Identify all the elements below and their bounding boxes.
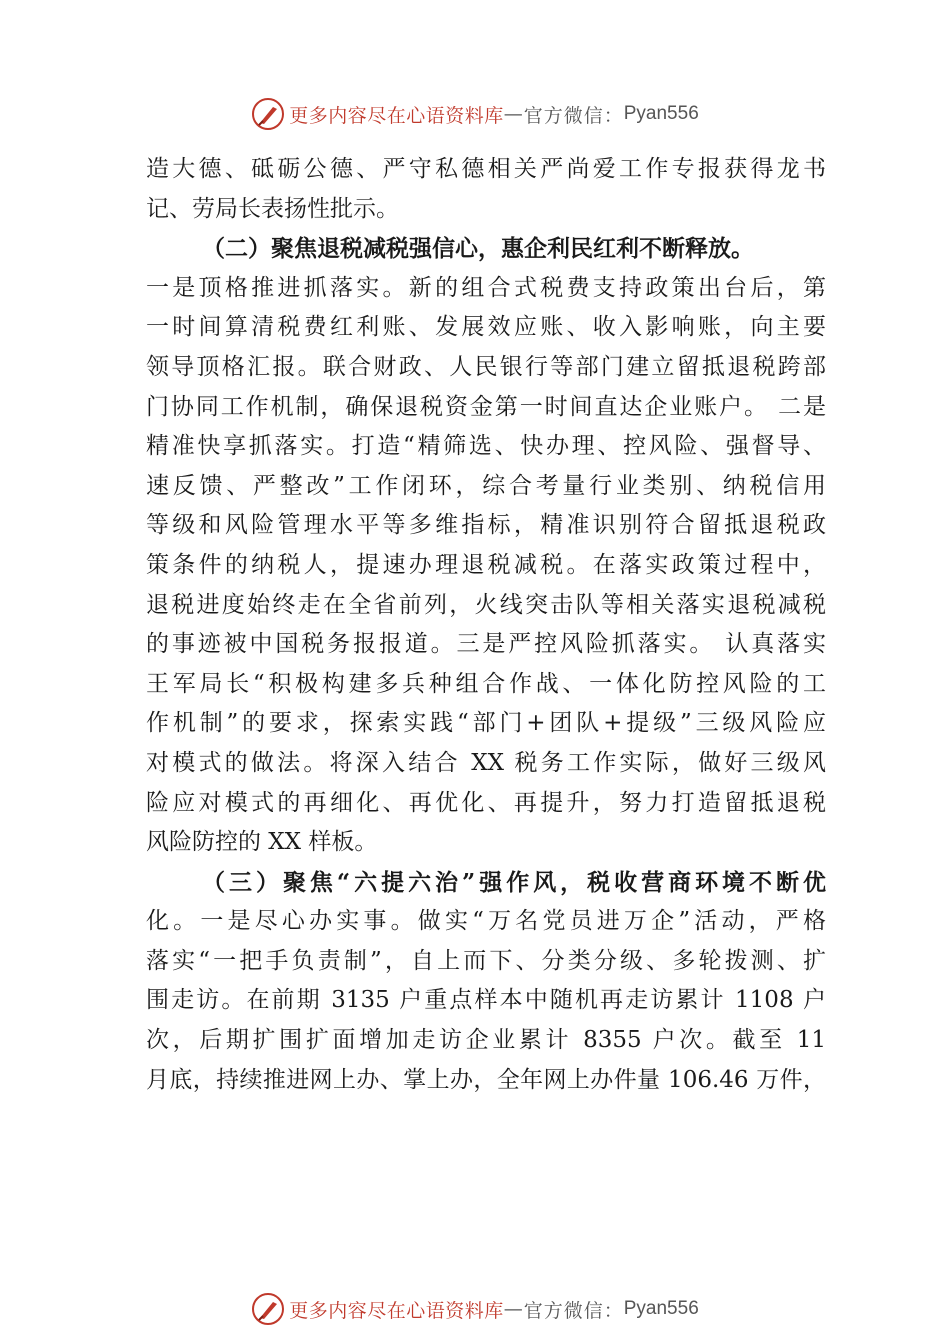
header-watermark-banner [0, 94, 950, 134]
quill-pen-icon [251, 1292, 285, 1326]
text-line: 落实“一把手负责制”，自上而下、分类分级、多轮拨测、扩 [146, 947, 826, 974]
text-line: 险应对模式的再细化、再优化、再提升，努力打造留抵退税 [146, 789, 826, 816]
banner-dash: — [503, 103, 524, 125]
text-line: 月底，持续推进网上办、掌上办，全年网上办件量 106.46 万件， [146, 1066, 826, 1093]
section-heading: （二）聚焦退税减税强信心，惠企利民红利不断释放。 [202, 235, 754, 263]
text-line: 作机制”的要求，探索实践“部门+团队+提级”三级风险应 [146, 710, 826, 737]
text-line: 对模式的做法。将深入结合 XX 税务工作实际，做好三级风 [146, 749, 826, 776]
text-line: 一时间算清税费红利账、发展效应账、收入影响账，向主要 [146, 314, 826, 341]
wechat-id: Pyan556 [623, 103, 699, 124]
site-name: 更多内容尽在心语资料库 [289, 104, 504, 127]
text-line: 等级和风险管理水平等多维指标，精准识别符合留抵退税政 [146, 512, 826, 539]
text-line: 记、劳局长表扬性批示。 [146, 195, 399, 222]
banner-dash: — [503, 1298, 524, 1320]
text-line: 策条件的纳税人，提速办理退税减税。在落实政策过程中， [146, 551, 826, 578]
text-line: 速反馈、严整改”工作闭环，综合考量行业类别、纳税信用 [146, 472, 826, 499]
text-line: 精准快享抓落实。打造“精筛选、快办理、控风险、强督导、 [146, 433, 826, 460]
text-line: 造大德、砥砺公德、严守私德相关严尚爱工作专报获得龙书 [146, 156, 826, 182]
text-line: 一是顶格推进抓落实。新的组合式税费支持政策出台后，第 [146, 274, 826, 301]
text-line: 化。一是尽心办实事。做实“万名党员进万企”活动，严格 [146, 908, 826, 935]
quill-pen-icon [251, 97, 285, 131]
text-line: 风险防控的 XX 样板。 [146, 829, 378, 856]
site-name: 更多内容尽在心语资料库 [289, 1299, 504, 1322]
text-line: 门协同工作机制，确保退税资金第一时间直达企业账户。 二是 [146, 393, 826, 420]
text-line: 次，后期扩围扩面增加走访企业累计 8355 户次。截至 11 [146, 1027, 826, 1054]
text-line: 王军局长“积极构建多兵种组合作战、一体化防控风险的工 [146, 670, 826, 697]
text-line: 围走访。在前期 3135 户重点样本中随机再走访累计 1108 户 [146, 987, 826, 1014]
channel-label: 官方微信： [523, 104, 624, 127]
text-line: 领导顶格汇报。联合财政、人民银行等部门建立留抵退税跨部 [146, 353, 826, 380]
document-body [146, 150, 826, 1100]
text-line: 退税进度始终走在全省前列，火线突击队等相关落实退税减税 [146, 591, 826, 618]
text-line: 的事迹被中国税务报报道。三是严控风险抓落实。 认真落实 [146, 631, 826, 658]
section-heading: （三）聚焦“六提六治”强作风，税收营商环境不断优 [202, 868, 826, 896]
channel-label: 官方微信： [523, 1299, 624, 1322]
wechat-id: Pyan556 [623, 1298, 699, 1319]
footer-watermark-banner [0, 1289, 950, 1329]
